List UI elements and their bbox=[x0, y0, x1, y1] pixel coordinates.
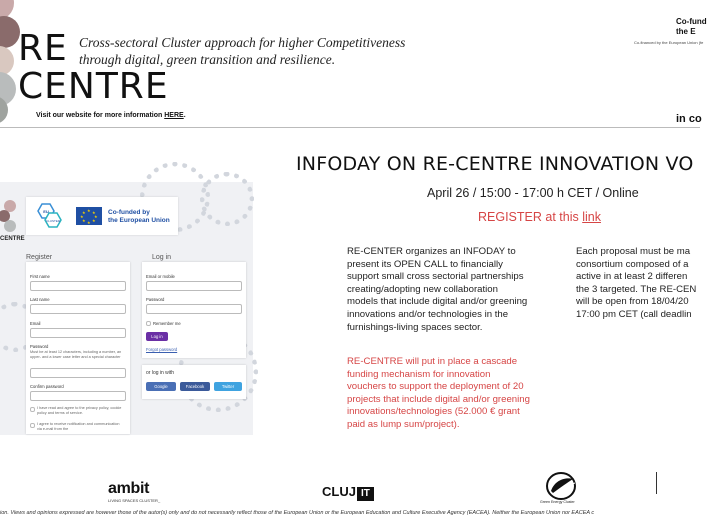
mini-logo-circle bbox=[4, 220, 16, 232]
tagline-line-2: through digital, green transition and resilience. bbox=[79, 52, 336, 67]
svg-text:EU: EU bbox=[43, 209, 49, 214]
notify-text: I agree to receive notification and communication via e-mail from the bbox=[37, 422, 120, 431]
website-link[interactable]: HERE bbox=[164, 112, 184, 119]
text-line: paid as lump sum/project). bbox=[347, 418, 460, 430]
cofund-line-2: the E bbox=[676, 27, 696, 36]
text-line: Each proposal must be ma bbox=[576, 246, 691, 257]
social-login-label: or log in with bbox=[146, 370, 175, 376]
social-login bbox=[142, 365, 246, 399]
field-label: Email bbox=[30, 321, 41, 326]
register-text: REGISTER at this bbox=[478, 210, 583, 224]
text-line: present its OPEN CALL to financially bbox=[347, 258, 503, 270]
field-label: Password bbox=[30, 344, 49, 349]
svg-text:CLUSTER: CLUSTER bbox=[45, 219, 61, 223]
field-label: Password bbox=[146, 297, 165, 302]
footer-divider bbox=[656, 472, 657, 494]
logo-line-1: RE bbox=[18, 28, 68, 69]
brand-card bbox=[26, 197, 178, 235]
eu-cofund-text bbox=[108, 209, 170, 225]
text-line: models that include digital and/or greening bbox=[347, 296, 528, 308]
text-line: innovations/technologies (52.000 € grant bbox=[347, 406, 520, 418]
ambit-subtitle: LIVING SPACES CLUSTER_ bbox=[108, 498, 161, 503]
linkedin-link[interactable]: in co bbox=[676, 113, 702, 125]
cofund-label bbox=[676, 17, 707, 37]
field-label: First name bbox=[30, 274, 50, 279]
register-line bbox=[478, 210, 601, 224]
cofund-line-1: Co-fund bbox=[676, 17, 707, 26]
cofund-small-text: Co-financed by the European Union (fe bbox=[634, 40, 704, 45]
leaf-icon bbox=[541, 471, 581, 501]
first-name-input[interactable] bbox=[30, 281, 126, 291]
email-input[interactable] bbox=[30, 328, 126, 338]
field-label: Last name bbox=[30, 297, 50, 302]
text-line: will be open from 18/04/20 bbox=[576, 296, 689, 308]
login-email-input[interactable] bbox=[146, 281, 242, 291]
text-line: RE-CENTER organizes an INFODAY to bbox=[347, 246, 516, 257]
text-line: innovations and/or technologies in the bbox=[347, 308, 509, 320]
text-line: 17:00 pm CET (call deadlin bbox=[576, 308, 692, 320]
login-button[interactable]: Log in bbox=[146, 332, 168, 341]
website-note-end: . bbox=[183, 112, 186, 119]
notify-checkbox[interactable] bbox=[30, 423, 35, 428]
twitter-login-button[interactable]: Twitter bbox=[214, 382, 242, 391]
facebook-login-button[interactable]: Facebook bbox=[180, 382, 210, 391]
green-cluster-text: Green Energy Cluster bbox=[540, 500, 575, 504]
cluj-text: CLUJ bbox=[322, 484, 356, 499]
register-link[interactable]: link bbox=[582, 210, 601, 224]
eu-flag-icon: ★ ★ ★ ★ ★ ★ ★ ★ bbox=[76, 207, 102, 225]
password-hint: Must be at least 12 characters, including a number, an upper- and a lower case letter and a special character bbox=[30, 350, 122, 359]
login-password-input[interactable] bbox=[146, 304, 242, 314]
logo-circle-2 bbox=[0, 16, 20, 48]
text-line: active in at least 2 differen bbox=[576, 271, 688, 283]
ambit-logo: ambit bbox=[108, 480, 150, 497]
text-line: funding mechanism for innovation bbox=[347, 368, 491, 380]
website-note bbox=[36, 112, 186, 119]
event-datetime: April 26 / 15:00 - 17:00 h CET / Online bbox=[427, 186, 639, 200]
text-line: support small cross sectorial partnerships bbox=[347, 271, 524, 283]
tagline bbox=[79, 34, 439, 68]
text-line: RE-CENTRE will put in place a cascade bbox=[347, 356, 518, 367]
header-divider bbox=[0, 127, 700, 128]
eu-text-line: the European Union bbox=[108, 217, 170, 224]
remember-checkbox[interactable] bbox=[146, 321, 151, 326]
mini-logo-text: CENTRE bbox=[0, 236, 25, 242]
text-line: creating/adopting new collaboration bbox=[347, 283, 498, 295]
text-line: furnishings-living spaces sector. bbox=[347, 321, 483, 333]
last-name-input[interactable] bbox=[30, 304, 126, 314]
text-line: vouchers to support the deployment of 20 bbox=[347, 381, 524, 393]
text-line: the 3 targeted. The RE-CEN bbox=[576, 283, 697, 295]
logo-line-2: CENTRE bbox=[18, 66, 169, 107]
agree-text: I have read and agree to the privacy policy, cookie policy and terms of service. bbox=[37, 406, 122, 415]
forgot-password-link[interactable]: Forgot password bbox=[146, 347, 178, 352]
field-label: Email or mobile bbox=[146, 274, 175, 279]
it-box: IT bbox=[357, 487, 374, 501]
text-line: projects that include digital and/or greening bbox=[347, 393, 530, 405]
register-heading: Register bbox=[26, 254, 53, 261]
field-label: Confirm password bbox=[30, 384, 64, 389]
intro-paragraph bbox=[347, 246, 562, 334]
text-line: consortium composed of a bbox=[576, 258, 689, 270]
agree-checkbox[interactable] bbox=[30, 407, 35, 412]
website-note-text: Visit our website for more information bbox=[36, 112, 165, 119]
google-login-button[interactable]: Google bbox=[146, 382, 176, 391]
tagline-line-1: Cross-sectoral Cluster approach for higher Competitiveness bbox=[79, 35, 406, 50]
login-form bbox=[142, 254, 246, 358]
login-heading: Log in bbox=[152, 254, 172, 261]
remember-label: Remember me bbox=[153, 321, 181, 326]
confirm-password-input[interactable] bbox=[30, 391, 126, 401]
gear-decoration bbox=[200, 172, 254, 226]
page-title: INFODAY ON RE-CENTRE INNOVATION VO bbox=[296, 153, 694, 175]
register-form bbox=[26, 254, 130, 434]
disclaimer: ion. Views and opinions expressed are however those of the autor(s) only and do not necessarily reflect those of the European Union or the European Education and Culture Executive Agency (EACEA). Neither the European Union nor EACEA c bbox=[0, 510, 595, 516]
proposal-paragraph bbox=[576, 246, 726, 322]
eu-text-line: Co-funded by bbox=[108, 209, 150, 216]
password-input[interactable] bbox=[30, 368, 126, 378]
cluster-logo-icon bbox=[34, 202, 64, 230]
funding-paragraph bbox=[347, 356, 562, 432]
cluj-it-logo bbox=[322, 484, 374, 501]
